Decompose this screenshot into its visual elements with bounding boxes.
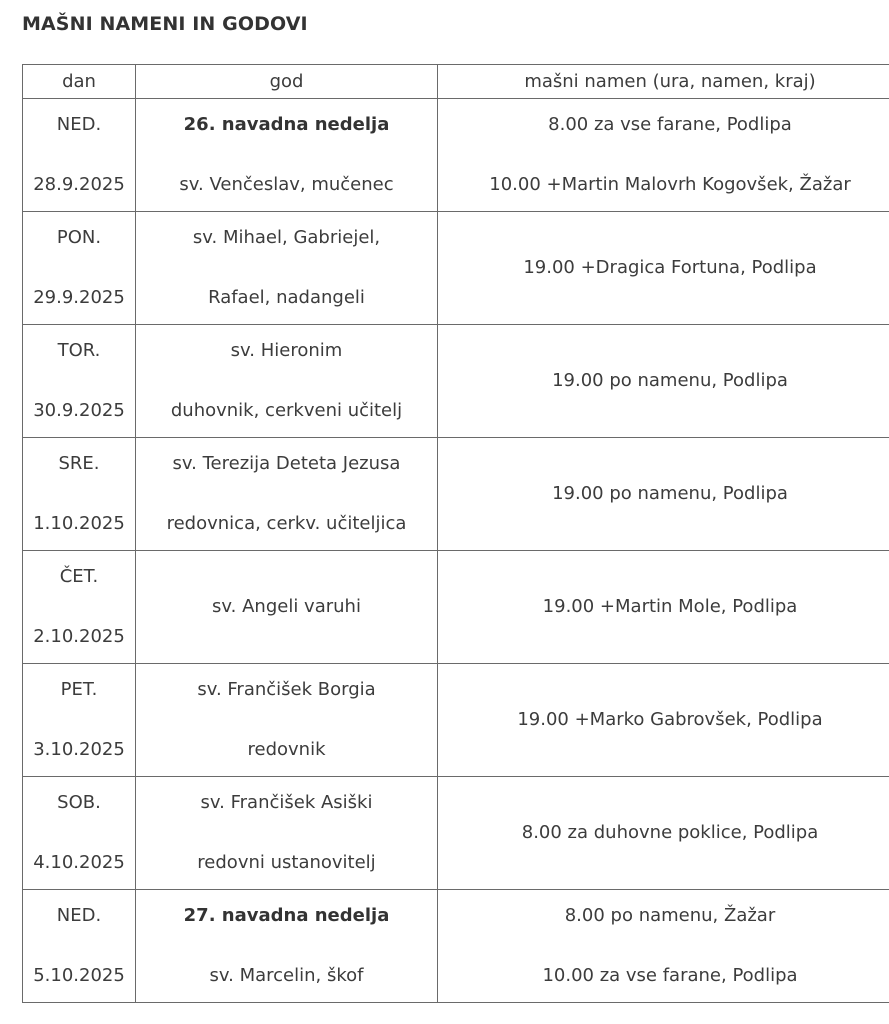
day-cell xyxy=(23,890,136,1003)
table-row xyxy=(23,551,889,664)
table-row xyxy=(23,212,889,325)
date-label: 29.9.2025 xyxy=(33,287,125,308)
feast-cell xyxy=(136,890,438,1003)
table-row xyxy=(23,890,889,1003)
mass-cell xyxy=(438,890,889,1003)
weekday-label: NED. xyxy=(56,905,102,926)
feast-cell xyxy=(136,99,438,212)
feast-line: Rafael, nadangeli xyxy=(208,287,365,308)
mass-cell xyxy=(438,664,889,777)
weekday-label: NED. xyxy=(56,114,102,135)
mass-intention-line: 10.00 za vse farane, Podlipa xyxy=(542,965,798,986)
feast-line: duhovnik, cerkveni učitelj xyxy=(170,400,403,421)
weekday-label: SRE. xyxy=(58,453,100,474)
date-label: 4.10.2025 xyxy=(33,852,125,873)
day-cell xyxy=(23,212,136,325)
table-row xyxy=(23,438,889,551)
column-header-day: dan xyxy=(23,65,136,99)
mass-cell xyxy=(438,212,889,325)
date-label: 5.10.2025 xyxy=(33,965,125,986)
day-cell xyxy=(23,664,136,777)
day-cell xyxy=(23,438,136,551)
feast-line: sv. Frančišek Borgia xyxy=(197,679,376,700)
mass-intention-line: 19.00 +Martin Mole, Podlipa xyxy=(542,596,798,617)
feast-line: sv. Angeli varuhi xyxy=(212,596,361,617)
mass-intention-line: 8.00 po namenu, Žažar xyxy=(564,905,776,926)
date-label: 2.10.2025 xyxy=(33,626,125,647)
table-row xyxy=(23,664,889,777)
mass-cell xyxy=(438,438,889,551)
feast-line: redovnik xyxy=(247,739,326,760)
date-label: 3.10.2025 xyxy=(33,739,125,760)
mass-intention-line: 10.00 +Martin Malovrh Kogovšek, Žažar xyxy=(489,174,851,195)
mass-intention-line: 8.00 za duhovne poklice, Podlipa xyxy=(521,822,819,843)
table-row xyxy=(23,325,889,438)
feast-line: 26. navadna nedelja xyxy=(183,114,390,135)
feast-line: sv. Frančišek Asiški xyxy=(200,792,373,813)
feast-line: sv. Terezija Deteta Jezusa xyxy=(172,453,401,474)
day-cell xyxy=(23,777,136,890)
column-header-feast: god xyxy=(136,65,438,99)
feast-line: redovnica, cerkv. učiteljica xyxy=(166,513,407,534)
mass-intention-line: 19.00 po namenu, Podlipa xyxy=(552,370,788,391)
table-body xyxy=(23,99,889,1003)
column-header-mass: mašni namen (ura, namen, kraj) xyxy=(438,65,889,99)
mass-intention-line: 8.00 za vse farane, Podlipa xyxy=(548,114,792,135)
feast-line: sv. Hieronim xyxy=(230,340,343,361)
mass-cell xyxy=(438,551,889,664)
mass-schedule-table xyxy=(22,64,889,1003)
feast-cell xyxy=(136,551,438,664)
feast-cell xyxy=(136,212,438,325)
date-label: 30.9.2025 xyxy=(33,400,125,421)
feast-cell xyxy=(136,777,438,890)
feast-line: sv. Mihael, Gabriejel, xyxy=(192,227,381,248)
mass-intention-line: 19.00 po namenu, Podlipa xyxy=(552,483,788,504)
mass-cell xyxy=(438,99,889,212)
table-row xyxy=(23,777,889,890)
weekday-label: PON. xyxy=(56,227,102,248)
day-cell xyxy=(23,551,136,664)
feast-line: sv. Venčeslav, mučenec xyxy=(179,174,394,195)
table-row xyxy=(23,99,889,212)
day-cell xyxy=(23,325,136,438)
mass-intention-line: 19.00 +Dragica Fortuna, Podlipa xyxy=(523,257,817,278)
feast-line: 27. navadna nedelja xyxy=(183,905,390,926)
feast-cell xyxy=(136,325,438,438)
weekday-label: PET. xyxy=(60,679,98,700)
mass-intention-line: 19.00 +Marko Gabrovšek, Podlipa xyxy=(517,709,823,730)
mass-cell xyxy=(438,777,889,890)
date-label: 28.9.2025 xyxy=(33,174,125,195)
feast-line: sv. Marcelin, škof xyxy=(209,965,364,986)
feast-cell xyxy=(136,664,438,777)
weekday-label: ČET. xyxy=(59,566,99,587)
date-label: 1.10.2025 xyxy=(33,513,125,534)
feast-cell xyxy=(136,438,438,551)
page-title: MAŠNI NAMENI IN GODOVI xyxy=(22,13,308,35)
mass-cell xyxy=(438,325,889,438)
table-header-row xyxy=(23,65,889,99)
weekday-label: TOR. xyxy=(57,340,101,361)
weekday-label: SOB. xyxy=(57,792,101,813)
feast-line: redovni ustanovitelj xyxy=(197,852,376,873)
day-cell xyxy=(23,99,136,212)
